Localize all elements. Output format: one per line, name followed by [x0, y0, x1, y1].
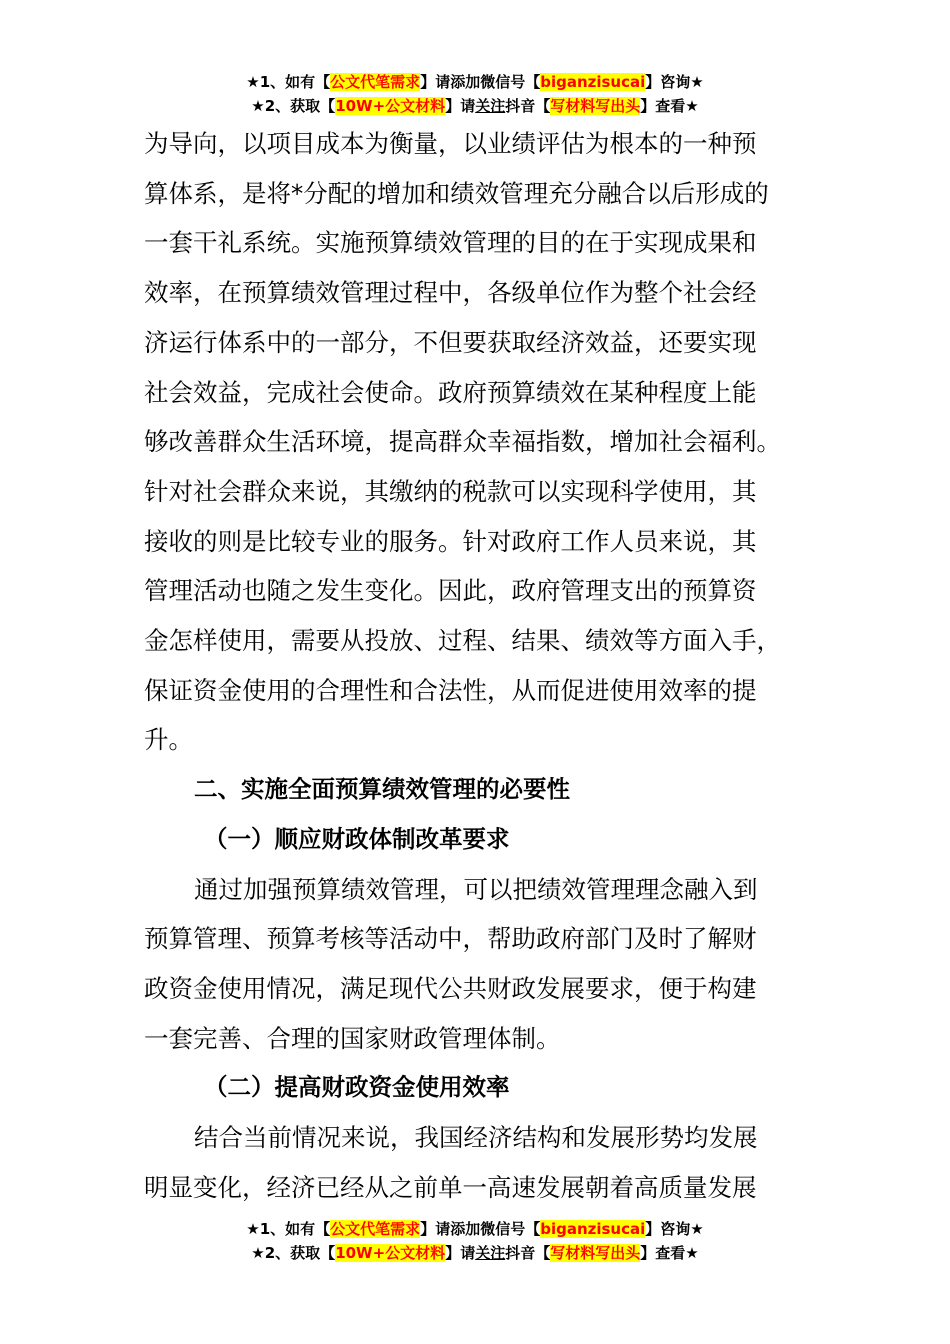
subsection-heading-2: （二）提高财政资金使用效率: [204, 1073, 510, 1102]
header-banner: [0, 70, 950, 118]
paragraph-2: 通过加强预算绩效管理，可以把绩效管理理念融入到 预算管理、预算考核等活动中，帮助政府部门及时了解财 政资金使用情况，满足现代公共财政发展要求，便于构建 一套完善、合理的国家财政管理体制。: [144, 874, 758, 1053]
highlight-account: 写材料写出头: [550, 1244, 641, 1262]
banner-line-2: ★2、获取【10W+公文材料】请关注抖音【写材料写出头】查看★: [251, 1244, 699, 1262]
banner-line-1: ★1、如有【公文代笔需求】请添加微信号【biganzisucai】咨询★: [246, 1220, 704, 1238]
highlight-wechat-id: biganzisucai: [540, 1220, 646, 1238]
banner-line-1: ★1、如有【公文代笔需求】请添加微信号【biganzisucai】咨询★: [246, 73, 704, 91]
underline-follow: 关注: [475, 97, 506, 115]
paragraph-1: 为导向，以项目成本为衡量，以业绩评估为根本的一种预 算体系，是将*分配的增加和绩效管理充分融合以后形成的 一套干礼系统。实施预算绩效管理的目的在于实现成果和 效率，在预算绩效管理过程中，各级单位作为整个社会经 济运行体系中的一部分，不但要获取经济效益，还要实现 社会效益，完成社会使命。政府预算绩效在某种程度上能 够改善群众生活环境，提高群众幸福指数，增加社会福利。 针对社会群众来说，其缴纳的税款可以实现科学使用，其 接收的则是比较专业的服务。针对政府工作人员来说，其 管理活动也随之发生变化。因此，政府管理支出的预算资 金怎样使用，需要从投放、过程、结果、绩效等方面入手， 保证资金使用的合理性和合法性，从而促进使用效率的提 升。: [144, 129, 781, 755]
highlight-wechat-id: biganzisucai: [540, 73, 646, 91]
paragraph-3: 结合当前情况来说，我国经济结构和发展形势均发展 明显变化，经济已经从之前单一高速发展朝着高质量发展: [144, 1123, 758, 1202]
subsection-heading-1: （一）顺应财政体制改革要求: [204, 824, 510, 853]
highlight-materials: 10W+公文材料: [335, 1244, 446, 1262]
highlight-service: 公文代笔需求: [330, 73, 421, 91]
document-body: [144, 119, 809, 1212]
banner-line-2: ★2、获取【10W+公文材料】请关注抖音【写材料写出头】查看★: [251, 97, 699, 115]
underline-follow: 关注: [475, 1244, 506, 1262]
footer-banner: [0, 1217, 950, 1265]
highlight-service: 公文代笔需求: [330, 1220, 421, 1238]
highlight-account: 写材料写出头: [550, 97, 641, 115]
highlight-materials: 10W+公文材料: [335, 97, 446, 115]
section-heading: 二、实施全面预算绩效管理的必要性: [194, 775, 570, 804]
